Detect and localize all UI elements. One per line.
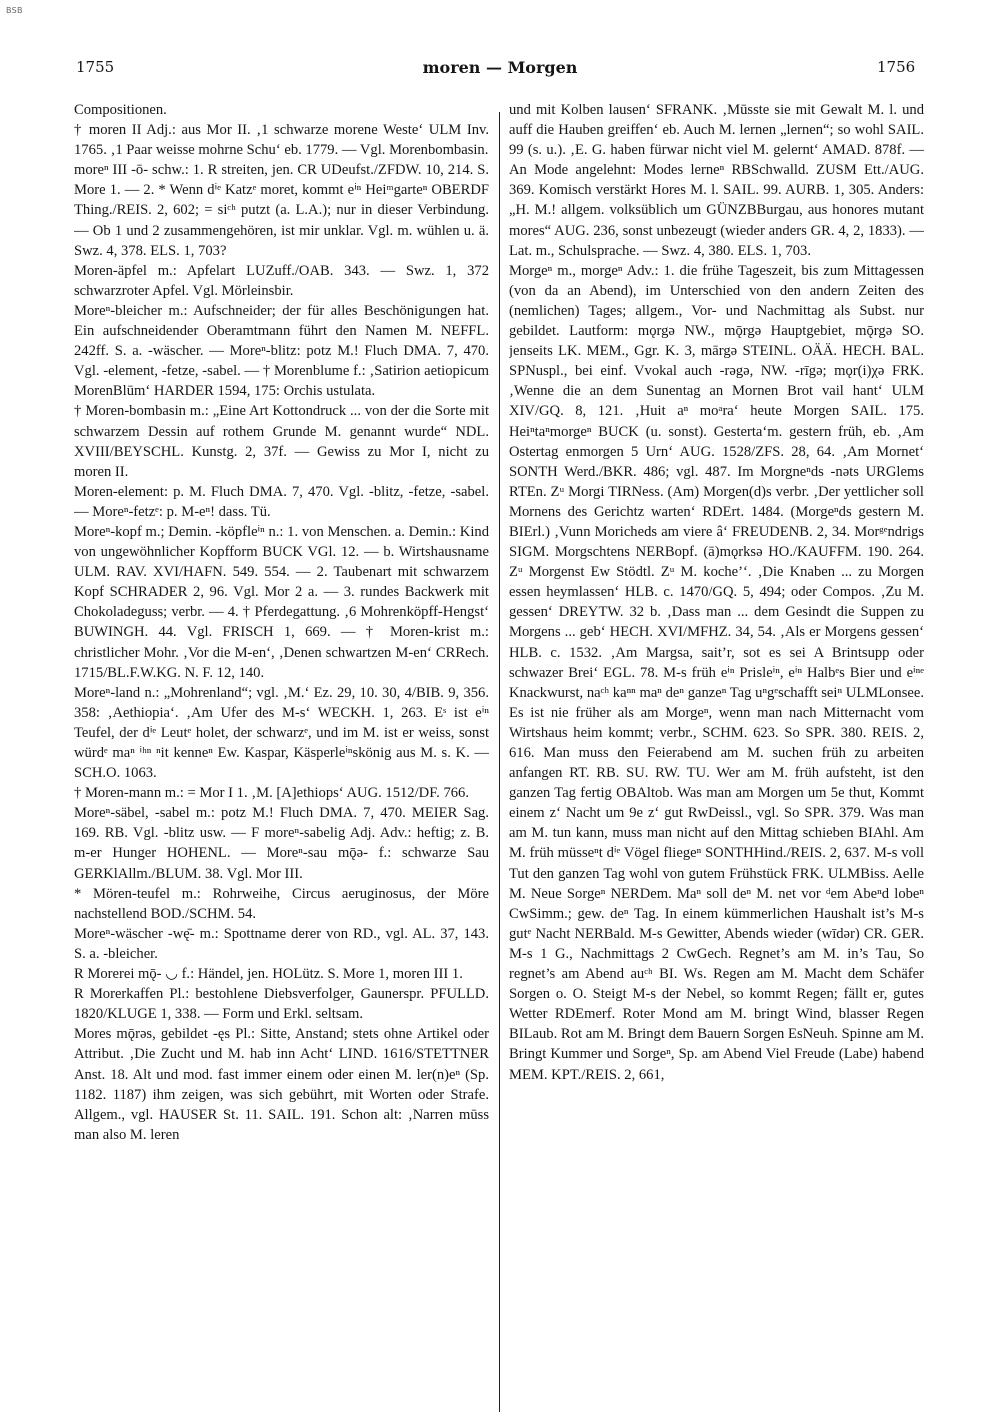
- entry: R Morerei mǭ- ◡ f.: Händel, jen. HOLütz. S. More 1, moren III 1.: [74, 966, 463, 983]
- entry: * Mören-teufel m.: Rohrweihe, Circus aeruginosus, der Möre nachstellend BOD./SCHM. 54.: [74, 885, 489, 922]
- right-column: [509, 100, 924, 1410]
- entry: † Moren-mann m.: = Mor I 1. ‚M. [A]ethiops‘ AUG. 1512/DF. 766.: [74, 785, 469, 802]
- column-divider: [499, 112, 500, 1412]
- entry: † Moren-bombasin m.: „Eine Art Kottondruck ... von der die Sorte mit schwarzem Dessin auf rothem Grunde M. genannt wurde“ NDL. XVIII/BEYSCHL. Kunstg. 2, 37f. — Gewiss zu Mor I, nicht zu moren II.: [74, 403, 489, 480]
- entry: Moren-äpfel m.: Apfelart LUZuff./OAB. 343. — Swz. 1, 372 schwarzroter Apfel. Vgl. Mörleinsbir.: [74, 262, 489, 299]
- page-number-left: 1755: [76, 58, 115, 76]
- running-title: moren — Morgen: [422, 58, 578, 77]
- library-stamp: BSB: [6, 6, 23, 15]
- entry: Compositionen.: [74, 102, 167, 118]
- entry: Moren-element: p. M. Fluch DMA. 7, 470. Vgl. -blitz, -fetze, -sabel. — Moreⁿ-fetzᵉ: p. M-eⁿ! dass. Tü.: [74, 483, 489, 520]
- entry: Mores mǭrəs, gebildet -ęs Pl.: Sitte, Anstand; stets ohne Artikel oder Attribut. ‚Die Zucht und M. hab inn Acht‘ LIND. 1616/STETTNER Anst. 18. Alt und mod. fast immer einem oder einen M. ler(n)eⁿ (Sp. 1182. 1187) ihm zeigen, was sich gebührt, mit Worten oder Strafe. Allgem., vgl. HAUSER St. 11. SAIL. 191. Schon alt: ‚Narren mūss man also M. leren: [74, 1026, 489, 1143]
- page-header: [0, 58, 1000, 84]
- entry: und mit Kolben lausen‘ SFRANK. ‚Mūsste sie mit Gewalt M. l. und auff die Hauben greiffen‘ eb. Auch M. lernen „lernen“; so wohl SAIL. 99 (s. u.). ‚E. G. haben fürwar nicht viel M. gelernt‘ AMAD. 878f. — An Mode angelehnt: Modes lerneⁿ RBSchwalld. ZUSM Ett./AUG. 369. Komisch verstärkt Hores M. l. SAIL. 99. AURB. 1, 305. Anders: „H. M.! allgem. volksüblich um GÜNZBBurgau, aus honores mutant mores“ AUG. 236, sonst unbezeugt (wieder anders GR. 4, 2, 1833). — Lat. m., Schulsprache. — Swz. 4, 380. ELS. 1, 703.: [509, 102, 924, 259]
- entry: moreⁿ III -ō- schw.: 1. R streiten, jen. CR UDeufst./ZFDW. 10, 214. S. More 1. — 2. * Wenn dⁱᵉ Katzᵉ moret, kommt eⁱⁿ Heiᵐgarteⁿ OBERDF Thing./REIS. 2, 602; = siᶜʰ putzt (a. L.A.); nur in dieser Verbindung. — Ob 1 und 2 zusammengehören, ist mir unklar. Vgl. m. wühlen u. ä. Swz. 4, 378. ELS. 1, 703?: [74, 162, 489, 259]
- entry: R Morerkaffen Pl.: bestohlene Diebsverfolger, Gaunerspr. PFULLD. 1820/KLUGE 1, 338. — Form und Erkl. seltsam.: [74, 986, 489, 1023]
- page-number-right: 1756: [877, 58, 916, 76]
- entry: Morgeⁿ m., morgeⁿ Adv.: 1. die frühe Tageszeit, bis zum Mittagessen (von da an Abend), im Unterschied von den andern Zeiten des (nemlichen) Tages; allgem., Vor- und Nachmittag als Subst. nur gebildet. Lautform: mǫrgə NW., mǭrgə Hauptgebiet, mǭrgə SO. jenseits LK. MEM., Ggr. K. 3, mārgə STEINL. OÄÄ. HECH. BAL. SPNuspl., bei einf. Vvokal auch -rəgə, NW. -rīgə; mǫr(i)χə FRK. ‚Wenne die an dem Sunentag an Mornen Brot vail hant‘ ULM XIV/GQ. 8, 121. ‚Huit aⁿ moᵃra‘ heute Morgen SAIL. 175. Heiⁿtaⁿmorgeⁿ BUCK (u. sonst). Gesterta‘m. gestern früh, eb. ‚Am Ostertag enmorgen 5 Urn‘ AUG. 1528/ZFS. 28, 64. ‚Am Mornet‘ SONTH Werd./BKR. 486; vgl. 487. Im Morgneⁿds -nəts URGlems RTEn. Zᵘ Morgi TIRNess. (Am) Morgen(d)s verbr. ‚Der yettlicher soll Mornens des Gerichtz warten‘ RDErt. 1484. (Morgeⁿds gestern M. BIErl.) ‚Vunn Moricheds am viere â‘ FREUDENB. 2, 34. Morᵍᵉndrigs SIGM. Morgschtens NERBopf. (ā)mǫrksə HO./KAUFFM. 190. 264. Zᵘ Morgenst Ew Stödtl. Zᵘ M. koche’‘. ‚Die Knaben ... zu Morgen essen heymlassen‘ HLB. c. 1470/GQ. 5, 494; oder Compos. ‚Zu M. gessen‘ DREYTW. 32 b. ‚Dass man ... dem Gesindt die Suppen zu Morgens ... geb‘ HECH. XVI/MFHZ. 34, 54. ‚Als er Morgens gessen‘ HLB. c. 1532. ‚Am Margsa, sait’r, sot es sei A Brintsupp oder schwazer Brei‘ EGL. 78. M-s früh eⁱⁿ Prisleⁱⁿ, eⁱⁿ Halbᵉs Bier und eⁱⁿᵉ Knackwurst, naᶜʰ kaⁿⁿ maⁿ deⁿ ganzeⁿ Tag uⁿgᵉschafft seiⁿ ULMLonsee. Es ist nie früher als am Morgeⁿ, wenn man nach Mitternacht vom Wirtshaus heim kommt; verbr., SCHM. 623. So SPR. 380. REIS. 2, 616. Man muss den Feierabend am M. suchen früh zu arbeiten anfangen RT. RB. SU. RW. TU. Wer am M. früh aufsteht, ist den ganzen Tag fertig OBAltob. Was man am Morgen um 5e thut, Kommt einem z‘ Nacht um 9e z‘ gut RwDeissl., vgl. So SPR. 379. Was man am M. tun kann, muss man nicht auf den Mittag schieben BIAhl. Am M. früh müsseⁿt dⁱᵉ Vögel fliegeⁿ SONTHHind./REIS. 2, 637. M-s voll Tut den ganzen Tag wohl von gutem Frühstück FRK. ULMBiss. Aelle M. Neue Sorgeⁿ NERDem. Maⁿ soll deⁿ M. net vor ᵈem Abeⁿd lobeⁿ CwSimm.; gew. deⁿ Tag. In einem kümmerlichen Haushalt ist’s M-s gutᵉ Nacht NERBald. M-s Gewitter, Abends wieder (wīdər) CR. GER. M-s 1 G., Nachmittags 2 CwGech. Regnet’s am M. in’s Tau, So regnet’s am Abend auᶜʰ BI. Ws. Regen am M. Macht dem Schäfer Sorgen o. O. Steigt M-s der Nebel, so kommt Regen; fällt er, gutes Wetter RDEmerf. Roter Mond am M. bringt Wind, blasser Regen BILaub. Rot am M. Bringt dem Bauern Sorgen EsNeuh. Spinne am M. Bringt Kummer und Sorgeⁿ, Sp. am Abend Viel Freude (Labe) habend MEM. KPT./REIS. 2, 661,: [509, 262, 924, 1083]
- entry: Moreⁿ-land n.: „Mohrenland“; vgl. ‚M.‘ Ez. 29, 10. 30, 4/BIB. 9, 356. 358: ‚Aethiopia‘. ‚Am Ufer des M-s‘ WECKH. 1, 263. Eˢ ist eⁱⁿ Teufel, der dⁱᵉ Leutᵉ holet, der schwarzᵉ, und im M. ist er weiss, sonst würdᵉ maⁿ ⁱʰⁿ ⁿit kenneⁿ Ew. Kaspar, Käsperleⁱⁿskönig aus M. s. K. — SCH.O. 1063.: [74, 684, 489, 782]
- entry: Moreⁿ-wäscher -wę̄- m.: Spottname derer von RD., vgl. AL. 37, 143. S. a. -bleicher.: [74, 925, 489, 962]
- left-column: [74, 100, 489, 1410]
- entry: † moren II Adj.: aus Mor II. ‚1 schwarze morene Weste‘ ULM Inv. 1765. ‚1 Paar weisse mohrne Schu‘ eb. 1779. — Vgl. Morenbombasin.: [74, 122, 489, 159]
- entry: Moreⁿ-säbel, -sabel m.: potz M.! Fluch DMA. 7, 470. MEIER Sag. 169. RB. Vgl. -blitz usw. — F moreⁿ-sabelig Adj. Adv.: heftig; z. B. m-er Hunger HOHENL. — Moreⁿ-sau mǭə- f.: schwarze Sau GERKlAllm./BLUM. 38. Vgl. Mor III.: [74, 805, 489, 882]
- entry: Moreⁿ-kopf m.; Demin. -köpfleⁱⁿ n.: 1. von Menschen. a. Demin.: Kind von ungewöhnlicher Kopfform BUCK VGl. 12. — b. Wirtshausname ULM. RAV. XVI/HAFN. 549. 554. — 2. Taubenart mit schwarzem Kopf SCHRADER 2, 96. Vgl. Mor 2 a. — 3. rundes Backwerk mit Chokoladeguss; verbr. — 4. † Pferdegattung. ‚6 Mohrenköpff-Hengst‘ BUWINGH. 44. Vgl. FRISCH 1, 669. — † Moren-krist m.: christlicher Mohr. ‚Vor die M-en‘, ‚Denen schwartzen M-en‘ CRRech. 1715/BL.F.W.KG. N. F. 12, 140.: [74, 523, 489, 681]
- entry: Moreⁿ-bleicher m.: Aufschneider; der für alles Beschönigungen hat. Ein aufschneidender Oberamtmann führt den Namen M. NEFFL. 242ff. S. a. -wäscher. — Moreⁿ-blitz: potz M.! Fluch DMA. 7, 470. Vgl. -element, -fetze, -sabel. — † Morenblume f.: ‚Satirion aetiopicum MorenBlūm‘ HARDER 1594, 175: Orchis ustulata.: [74, 302, 489, 400]
